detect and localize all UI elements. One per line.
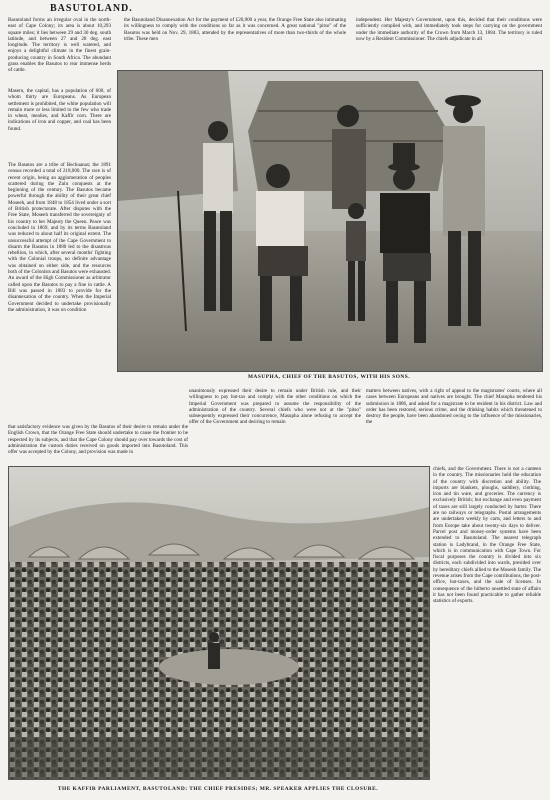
photo-caption-masupha: MASUPHA, CHIEF OF THE BASUTOS, WITH HIS SONS. [247, 374, 411, 380]
article-paragraph-history: The Basutos are a tribe of Bechuanas; the 1891 census recorded a total of 218,000. The race is of recent origin, being an agglomeration of peoples scattered during the Zulu conquests at the beginning of the century. The Basutos became powerful through the ability of their great chief Moseeh, and from 1848 to 1854 lived under a sort of British protectorate. After disputes with the Free State, Moseeh transferred the sovereignty of his country to her Majesty the Queen. Peace was concluded in 1869, and by its terms Basutoland was reduced to about half its original extent. The unsuccessful attempt of the Cape Government to disarm the Basutos in 1880 led to the disastrous rebellion, in which, after several months' fighting with the Colonial troops, no definite advantage was obtained on either side, and the resources both of the Colonists and Basutos were exhausted. An award of the High Commissioner as arbitrator called upon the Basutos to pay a fine in cattle. A Bill was passed in 1883 to provide for the disannexation of the country. When the Imperial Government decided to undertake provisionally the administration, it was on condition [8, 162, 111, 313]
page-title: BASUTOLAND. [50, 3, 133, 14]
article-paragraph-right-top: independent. Her Majesty's Government, upon this, decided that their conditions were sufficiently complied with, and immediately took steps for carrying on the government under the immediate authority of the Crown from March 13, 1884. The territory is ruled now by a Resident Commissioner. The chiefs adjudicate in all [356, 17, 542, 42]
article-paragraph-maseru: Maseru, the capital, has a population of 600, of whom thirty are Europeans. As European settlement is prohibited, the white population will remain more or less limited to the few who trade in wheat, mealies, and Kaffir corn. There are indications of iron and copper, and coal has been found. [8, 88, 111, 132]
article-paragraph-bottom-3: matters between natives, with a right of appeal to the magistrates' courts, where all cases between Europeans and natives are brought. The chief Masupha tendered his submission in 1886, and asked for a magistrate to be resident in his district. Law and order has been restored, serious crime, and the drinking habits which threatened to destroy the people, have been abandoned owing to the influence of the missionaries, the [366, 388, 542, 426]
photo-caption-parliament: THE KAFFIR PARLIAMENT, BASUTOLAND: THE CHIEF PRESIDES; MR. SPEAKER APPLIES THE CLOSURE. [57, 786, 379, 792]
article-paragraph-bottom-2: unanimously expressed their desire to remain under British rule, and their willingness to pay hut-tax and comply with the other conditions on which the Imperial Government was prepared to assume the responsibility of the administration of the country. Several chiefs who were not at the "pitso" subsequently expressed their concurrence, Masupha alone refusing to accept the offer of the Government and desiring to remain [189, 388, 361, 426]
article-paragraph-bottom-1: that satisfactory evidence was given by the Basutos of their desire to remain under the English Crown, that the Orange Free State should undertake to cause the frontier to be respected by its subjects, and that the Cape Colony should pay over towards the cost of administration the custom duties received on goods imported into Basutoland. This offer was accepted by the Colony, and provision was made in [8, 424, 188, 456]
photo-masupha-with-sons [117, 70, 543, 372]
photo-kaffir-parliament [8, 466, 430, 780]
photo-masupha-illustration [118, 71, 542, 371]
article-paragraph-intro: Basutoland forms an irregular oval in the north-east of Cape Colony; its area is about 10,293 square miles; it lies between 29 and 30 deg. south latitude, and between 27 and 28 deg. east longitude. The territory is well watered, and enjoys a delightful climate in the finest grain-producing country in South Africa. The abundant grass enables the Basutos to rear immense herds of cattle. [8, 17, 111, 74]
photo-parliament-illustration [9, 467, 429, 779]
article-paragraph-mid-top: the Basutoland Disannexation Act for the payment of £20,000 a year, the Orange Free State also intimating its willingness to comply with the conditions so far as it was concerned. A great national "pitso" of the Basutos was held on Nov. 29, 1883, attended by the representatives of more than two-thirds of the whole tribe. These men [124, 17, 346, 42]
article-paragraph-right-column: chiefs, and the Government. There is not a canteen in the country. The missionaries hold the education of the country with discretion and ability. The imports are blankets, ploughs, saddlery, clothing, iron and tin ware, and groceries. The currency is exclusively British; but exchange and even payment of taxes are still largely conducted by barter. There are no railways or telegraphs. Postal arrangements are undertaken weekly by carts, and letters to and from Europe take about twenty-six days to deliver. Parcel post and money-order systems have been extended to Basutoland. The nearest telegraph station is Ladybrand, in the Orange Free State, which is in communication with Cape Town. For fiscal purposes the country is divided into six districts, each subdivided into wards, presided over by hereditary chiefs allied to the Moseeh family. The revenue arises from the Cape contributions, the post-office, hut-taxes, and the sale of licenses. In consequence of the hitherto unsettled state of affairs it has not been found practicable to gather reliable statistics of exports. [433, 466, 541, 605]
